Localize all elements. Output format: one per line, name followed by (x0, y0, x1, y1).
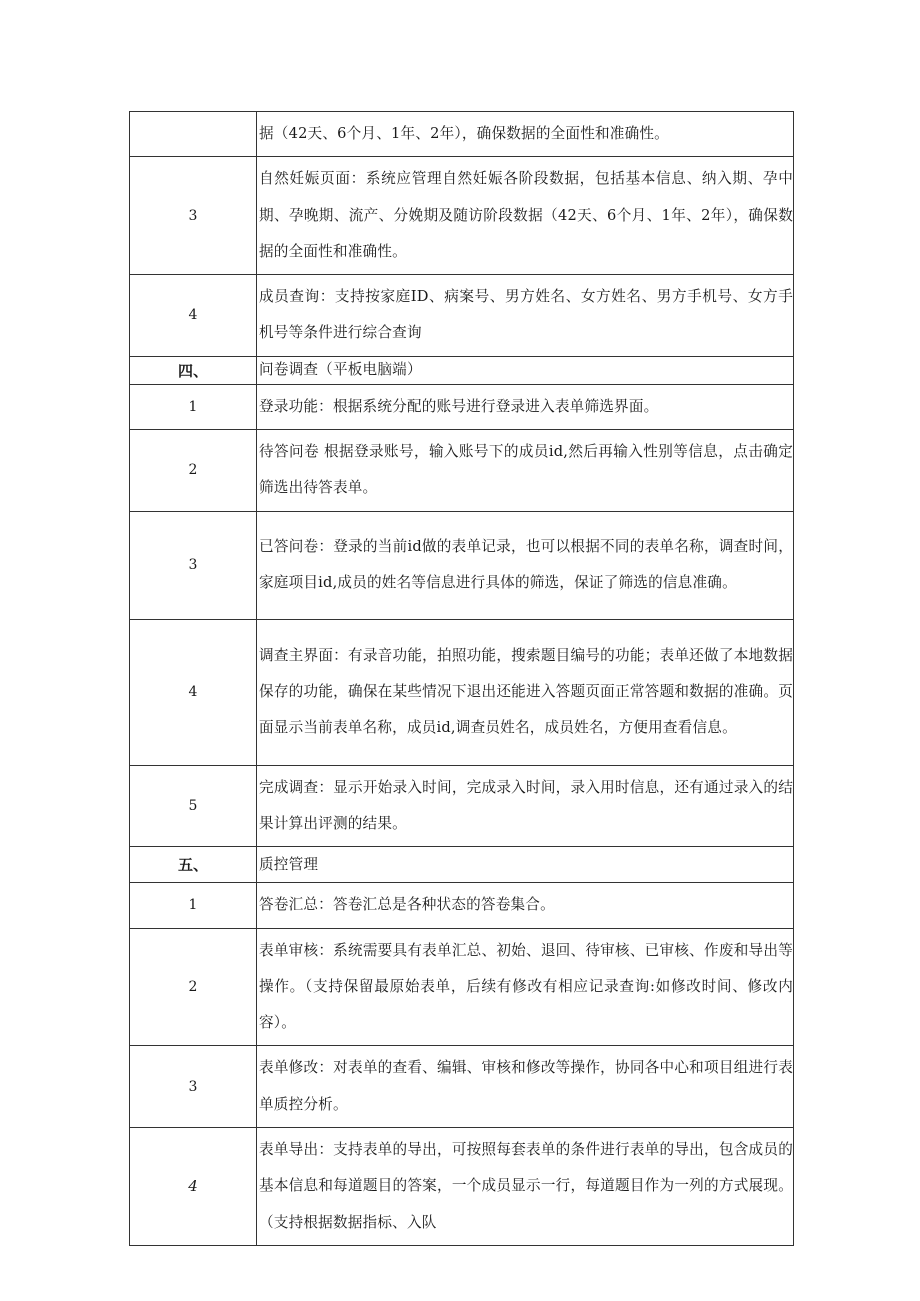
section-heading-row (130, 847, 794, 883)
row-description: 据（42天、6个月、1年、2年），确保数据的全面性和准确性。 (257, 112, 794, 157)
row-number: 3 (130, 1046, 257, 1128)
table-row (130, 275, 794, 357)
table-row (130, 1128, 794, 1246)
row-description: 成员查询：支持按家庭ID、病案号、男方姓名、女方姓名、男方手机号、女方手机号等条件进行综合查询 (257, 275, 794, 357)
row-description: 已答问卷：登录的当前id做的表单记录，也可以根据不同的表单名称，调查时间，家庭项目id,成员的姓名等信息进行具体的筛选，保证了筛选的信息准确。 (257, 511, 794, 619)
row-number: 3 (130, 157, 257, 275)
row-description: 答卷汇总：答卷汇总是各种状态的答卷集合。 (257, 883, 794, 928)
table-row (130, 384, 794, 429)
row-description: 自然妊娠页面：系统应管理自然妊娠各阶段数据，包括基本信息、纳入期、孕中期、孕晚期、流产、分娩期及随访阶段数据（42天、6个月、1年、2年），确保数据的全面性和准确性。 (257, 157, 794, 275)
row-description: 调查主界面：有录音功能，拍照功能，搜索题目编号的功能；表单还做了本地数据保存的功能，确保在某些情况下退出还能进入答题页面正常答题和数据的准确。页面显示当前表单名称，成员id,调查员姓名，成员姓名，方便用查看信息。 (257, 619, 794, 765)
row-number: 5 (130, 765, 257, 847)
section-title: 质控管理 (257, 847, 794, 883)
row-description: 表单修改：对表单的查看、编辑、审核和修改等操作，协同各中心和项目组进行表单质控分析。 (257, 1046, 794, 1128)
section-number: 四、 (130, 356, 257, 384)
table-row (130, 765, 794, 847)
row-number: 1 (130, 883, 257, 928)
row-number: 3 (130, 511, 257, 619)
row-description: 完成调查：显示开始录入时间，完成录入时间，录入用时信息，还有通过录入的结果计算出评测的结果。 (257, 765, 794, 847)
requirements-table (129, 111, 794, 1246)
table-row (130, 883, 794, 928)
row-description: 登录功能：根据系统分配的账号进行登录进入表单筛选界面。 (257, 384, 794, 429)
row-description: 表单导出：支持表单的导出，可按照每套表单的条件进行表单的导出，包含成员的基本信息和每道题目的答案，一个成员显示一行，每道题目作为一列的方式展现。（支持根据数据指标、入队 (257, 1128, 794, 1246)
row-number: 4 (130, 619, 257, 765)
section-title: 问卷调查（平板电脑端） (257, 356, 794, 384)
row-number: 1 (130, 384, 257, 429)
section-number: 五、 (130, 847, 257, 883)
row-number: 2 (130, 928, 257, 1046)
table-row (130, 430, 794, 512)
table-row (130, 928, 794, 1046)
row-description: 待答问卷 根据登录账号，输入账号下的成员id,然后再输入性别等信息，点击确定筛选出待答表单。 (257, 430, 794, 512)
table-row (130, 1046, 794, 1128)
table-row (130, 157, 794, 275)
row-number: 2 (130, 430, 257, 512)
table-row (130, 619, 794, 765)
row-description: 表单审核：系统需要具有表单汇总、初始、退回、待审核、已审核、作废和导出等操作。（支持保留最原始表单，后续有修改有相应记录查询:如修改时间、修改内容）。 (257, 928, 794, 1046)
row-number: 4 (130, 275, 257, 357)
row-number (130, 112, 257, 157)
table-row (130, 511, 794, 619)
section-heading-row (130, 356, 794, 384)
table-row (130, 112, 794, 157)
row-number: 4 (130, 1128, 257, 1246)
